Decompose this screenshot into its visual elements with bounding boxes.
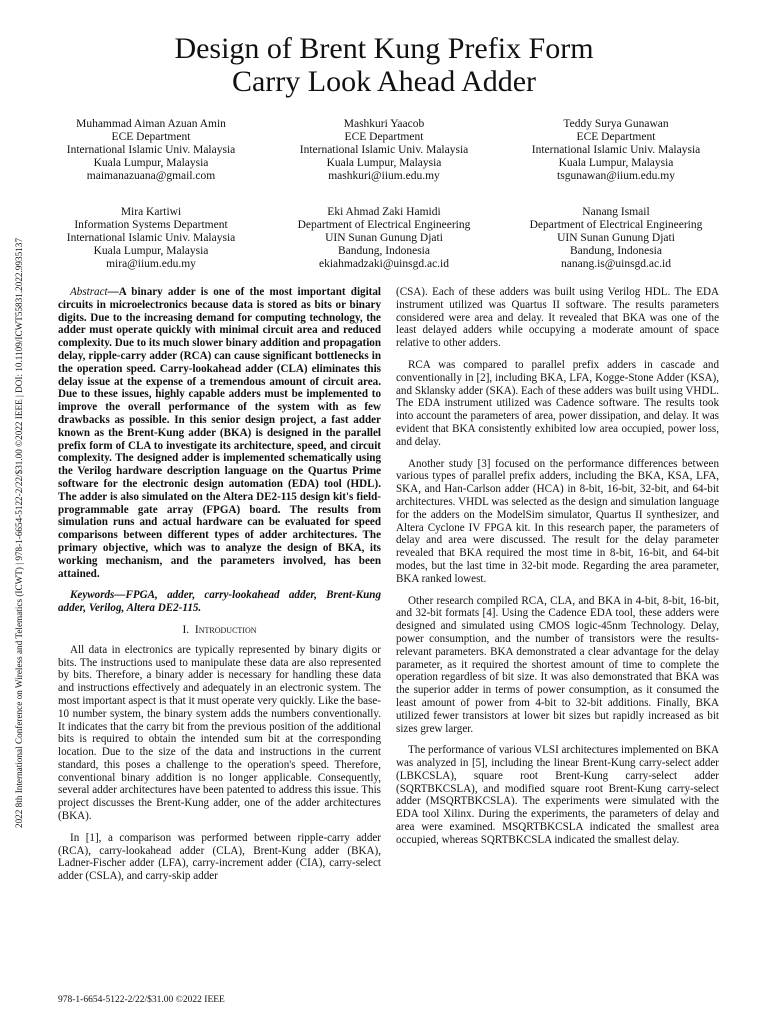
author-email: maimanazuana@gmail.com: [86, 170, 216, 182]
author-inst: International Islamic Univ. Malaysia: [66, 144, 236, 156]
author-block: [264, 206, 504, 271]
author-block: [264, 118, 504, 183]
keywords-lead: Keywords: [70, 589, 115, 602]
author-inst: International Islamic Univ. Malaysia: [299, 144, 469, 156]
paper-title: [0, 32, 768, 98]
paragraph: All data in electronics are typically represented by binary digits or bits. The instructions used to manipulate these data are also represented by bits. Therefore, a binary adder is necessary for handling these data and instructions effectively and adequately in an electronic system. The most important aspect is that it must operate very quickly. Like the base-10 number system, the binary system adds the numbers conventionally. It indicates that the carry bit from the previous position of the additional bits is required to obtain the intended sum bit at the corresponding location. Due to the size of the data and instructions in the current standard, this poses a challenge to the operation's speed. Therefore, conventional binary addition is no longer applicable. Consequently, several adder architectures have been patented to address this issue. This project discusses the Brent-Kung adder, one of the adder architectures (BKA).: [58, 643, 381, 823]
author-city: Bandung, Indonesia: [338, 245, 430, 257]
author-dept: ECE Department: [344, 131, 424, 143]
keywords-text: —FPGA, adder, carry-lookahead adder, Brent-Kung adder, Verilog, Altera DE2-115.: [58, 589, 381, 615]
paragraph: In [1], a comparison was performed between ripple-carry adder (RCA), carry-lookahead adder (CLA), Brent-Kung adder (BKA), Ladner-Fischer adder (LFA), carry-increment adder (CIA), carry-select adder (CSLA), and carry-skip adder: [58, 831, 381, 883]
section-heading: [58, 624, 381, 637]
author-block: [31, 206, 271, 271]
author-email: tsgunawan@iium.edu.my: [557, 170, 675, 182]
author-name: Teddy Surya Gunawan: [563, 118, 669, 130]
author-name: Muhammad Aiman Azuan Amin: [76, 118, 226, 130]
author-inst: International Islamic Univ. Malaysia: [531, 144, 701, 156]
author-dept: ECE Department: [576, 131, 656, 143]
author-dept: Department of Electrical Engineering: [297, 219, 471, 231]
abstract-lead: Abstract: [70, 286, 108, 298]
author-inst: UIN Sunan Gunung Djati: [557, 232, 675, 244]
paragraph: Another study [3] focused on the performance differences between various types of parallel prefix adders, including the BKA, KSA, LFA, SKA, and Han-Carlson adder (HCA) in 8-bit, 16-bit, 32-bit, and 64-bit architectures. VHDL was selected as the design and simulation language for the adders on the ModelSim simulator, Quartus II synthesizer, and Altera Cyclone IV FPGA kit. In this research paper, the parameters of delay and area were discussed. The result for the delay parameter revealed that BKA required the most time in 8-bit, 16-bit, and 64-bit modes, but the last time in 32-bit mode. Regarding the area parameter, BKA ranked lowest.: [396, 457, 719, 585]
author-email: nanang.is@uinsgd.ac.id: [561, 258, 671, 270]
title-line-2: Carry Look Ahead Adder: [231, 65, 537, 98]
author-block: [496, 206, 736, 271]
author-name: Nanang Ismail: [582, 206, 650, 218]
abstract-text: —A binary adder is one of the most important digital circuits in microelectronics because data is stored as bits or binary digits. Due to the increasing demand for computing technology, the adder must operate quickly with minimal circuit area and reduced complexity. Due to its much slower binary addition and propagation delay, ripple-carry adder (RCA) can cause significant bottlenecks in the operation speed. Carry-lookahead adder (CLA) eliminates this delay issue at the expense of a tremendous amount of circuit area. Due to these issues, highly capable adders must be implemented to improve the overall performance of the system with as few drawbacks as possible. In this senior design project, a fast adder known as the Brent-Kung adder (BKA) is designed in the parallel prefix form of CLA to investigate its architecture, speed, and circuit complexity. The designed adder is implemented schematically using the Verilog hardware description language on the Quartus Prime software for the electronic design automation (EDA) tool (HDL). The adder is also simulated on the Altera DE2-115 design kit's field-programmable gate array (FPGA) board. The results from simulation runs and actual hardware can be evaluated for speed comparisons between different types of adder architectures. The primary objective, which was to analyze the design of BKA, its working mechanism, and the parameters involved, has been attained.: [58, 286, 381, 580]
author-block: [496, 118, 736, 183]
abstract: [58, 286, 381, 580]
author-name: Mira Kartiwi: [120, 206, 182, 218]
author-dept: Department of Electrical Engineering: [529, 219, 703, 231]
author-inst: UIN Sunan Gunung Djati: [325, 232, 443, 244]
author-dept: ECE Department: [111, 131, 191, 143]
author-city: Kuala Lumpur, Malaysia: [558, 157, 674, 169]
paragraph: (CSA). Each of these adders was built using Verilog HDL. The EDA instrument utilized was Quartus II software. The results parameters considered were area and delay. It revealed that BKA was one of the least delayed adders while occupying a moderate amount of space relative to other adders.: [396, 286, 719, 350]
author-dept: Information Systems Department: [74, 219, 228, 231]
author-email: mira@iium.edu.my: [106, 258, 196, 270]
right-column: [396, 286, 719, 856]
paragraph: Other research compiled RCA, CLA, and BKA in 4-bit, 8-bit, 16-bit, and 32-bit formats [4]. Using the Cadence EDA tool, these adders were designed and simulated using CMOS logic-45nm Technology. Delay, power consumption, and the number of transistors were the results-relevant parameters. BKA demonstrated a clear advantage for the delay parameter, as it required the shortest amount of time to complete the operation regardless of bit size. It was also demonstrated that BKA was the superior adder in terms of power consumption, as it consumed the least amount of power from 4-bit to 32-bit additions. Finally, BKA utilized fewer transistors at lower bit sizes but rapidly increased as bit sizes grew larger.: [396, 594, 719, 735]
author-email: ekiahmadzaki@uinsgd.ac.id: [318, 258, 450, 270]
author-name: Mashkuri Yaacob: [343, 118, 425, 130]
author-city: Bandung, Indonesia: [570, 245, 662, 257]
section-title: Introduction: [194, 623, 257, 636]
footer-copyright: 978-1-6654-5122-2/22/$31.00 ©2022 IEEE: [58, 995, 225, 1005]
author-city: Kuala Lumpur, Malaysia: [326, 157, 442, 169]
author-inst: International Islamic Univ. Malaysia: [66, 232, 236, 244]
keywords: [58, 589, 381, 615]
author-block: [31, 118, 271, 183]
author-city: Kuala Lumpur, Malaysia: [93, 157, 209, 169]
title-line-1: Design of Brent Kung Prefix Form: [174, 32, 594, 65]
paragraph: The performance of various VLSI architectures implemented on BKA was analyzed in [5], including the linear Brent-Kung carry-select adder (LBKCSLA), square root Brent-Kung carry-select adder (SQRTBKCSLA), and modified square root Brent-Kung carry-select adder (MSQRTBKCSLA). The experiments were simulated with the EDA tool Xilinx. During the experiments, the parameters of delay and area were examined. MSQRTBKCSLA indicated the smallest area occupied, whereas SQRTBKCSLA indicated the smallest delay.: [396, 744, 719, 846]
author-name: Eki Ahmad Zaki Hamidi: [327, 206, 441, 218]
author-city: Kuala Lumpur, Malaysia: [93, 245, 209, 257]
sidebar-citation: 2022 8th International Conference on Wireless and Telematics (ICWT) | 978-1-6654-5122-2/22/$31.00 ©2022 IEEE | DOI: 10.1109/ICWT55831.2022.9935137: [14, 238, 24, 828]
left-column: [58, 286, 381, 892]
paragraph: RCA was compared to parallel prefix adders in cascade and conventionally in [2], including BKA, LFA, Kogge-Stone Adder (KSA), and Sklansky adder (SKA). Each of these adders was built using VHDL. The EDA instrument utilized was Cadence software. The results took into account the parameters of area, power dissipation, and delay. It was evident that BKA consistently exhibited low area occupied, power loss, and delay.: [396, 358, 719, 448]
author-email: mashkuri@iium.edu.my: [328, 170, 440, 182]
section-number: I.: [182, 623, 190, 636]
